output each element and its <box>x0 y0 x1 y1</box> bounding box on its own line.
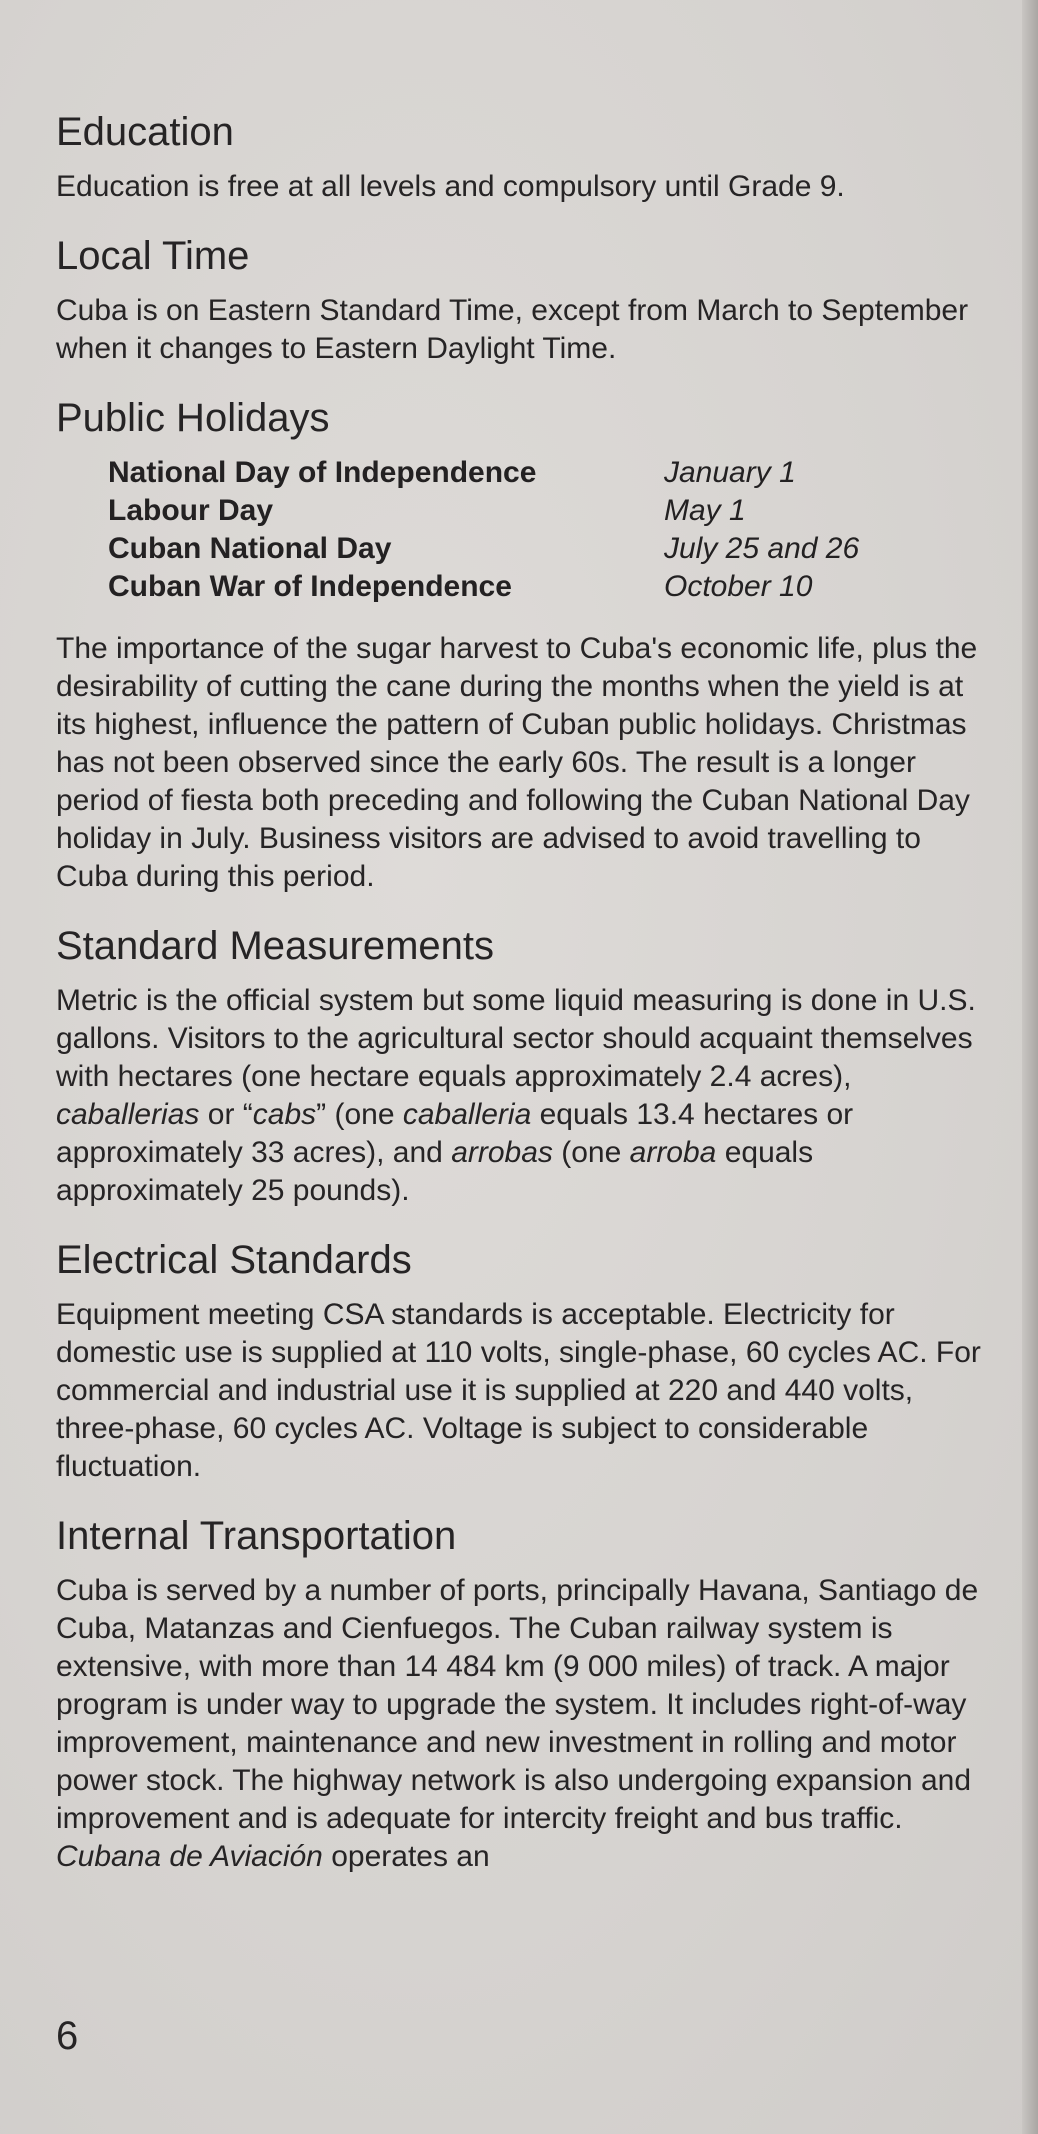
measurements-text-part: Metric is the official system but some liquid measuring is done in U.S. gallons. Visitors to the agricultural sector should acquaint themselves with hectares (one hectare equals approximately 2.4 acres), <box>56 984 976 1093</box>
measurements-italic-term: arroba <box>629 1136 717 1169</box>
measurements-italic-term: arrobas <box>451 1136 553 1169</box>
measurements-text-part: equals approximately 25 pounds). <box>56 1136 814 1207</box>
measurements-text-part: ” (one <box>316 1098 403 1131</box>
measurements-italic-term: cabs <box>252 1098 317 1131</box>
measurements-italic-term: caballerias <box>56 1098 200 1131</box>
heading-internal-transportation: Internal Transportation <box>56 1514 457 1558</box>
heading-public-holidays: Public Holidays <box>56 396 330 440</box>
page-number: 6 <box>56 2014 79 2058</box>
holiday-name: Labour Day <box>108 494 274 527</box>
holiday-date: July 25 and 26 <box>664 532 860 565</box>
holiday-name: Cuban War of Independence <box>108 570 512 603</box>
electrical-standards-text: Equipment meeting CSA standards is acceptable. Electricity for domestic use is supplied at 110 volts, single-phase, 60 cycles AC. For commercial and industrial use it is supplied at 220 and 440 volts, three-phase, 60 cycles AC. Voltage is subject to considerable fluctuation. <box>56 1298 981 1483</box>
transportation-text-part: operates an <box>322 1840 490 1873</box>
holiday-name: National Day of Independence <box>108 456 537 489</box>
heading-education: Education <box>56 110 234 154</box>
page-edge <box>1022 0 1038 2134</box>
holiday-row <box>108 492 986 530</box>
holiday-date: October 10 <box>664 570 813 603</box>
holiday-row <box>108 454 986 492</box>
standard-measurements-text <box>56 982 986 1210</box>
public-holidays-text: The importance of the sugar harvest to Cuba's economic life, plus the desirability of cutting the cane during the months when the yield is at its highest, influence the pattern of Cuban public holidays. Christmas has not been observed since the early 60s. The result is a longer period of fiesta both preceding and following the Cuban National Day holiday in July. Business visitors are advised to avoid travelling to Cuba during this period. <box>56 632 978 893</box>
measurements-text-part: equals 13.4 hectares or approximately 33 acres), and <box>56 1098 854 1169</box>
holiday-date: January 1 <box>664 456 796 489</box>
transportation-text-part: Cuba is served by a number of ports, principally Havana, Santiago de Cuba, Matanzas and Cienfuegos. The Cuban railway system is extensive, with more than 14 484 km (9 000 miles) of track. A major program is under way to upgrade the system. It includes right-of-way improvement, maintenance and new investment in rolling and motor power stock. The highway network is also undergoing expansion and improvement and is adequate for intercity freight and bus traffic. <box>56 1574 979 1835</box>
transportation-italic-term: Cubana de Aviación <box>56 1840 323 1873</box>
holiday-list <box>108 454 986 606</box>
education-text: Education is free at all levels and compulsory until Grade 9. <box>56 170 845 203</box>
local-time-text: Cuba is on Eastern Standard Time, except from March to September when it changes to Eastern Daylight Time. <box>56 294 969 365</box>
holiday-name: Cuban National Day <box>108 532 392 565</box>
measurements-italic-term: caballeria <box>402 1098 532 1131</box>
heading-electrical-standards: Electrical Standards <box>56 1238 412 1282</box>
measurements-text-part: or “ <box>199 1098 253 1131</box>
heading-standard-measurements: Standard Measurements <box>56 924 495 968</box>
measurements-text-part: (one <box>552 1136 630 1169</box>
page-content <box>56 108 986 1902</box>
holiday-date: May 1 <box>664 494 746 527</box>
heading-local-time: Local Time <box>56 234 250 278</box>
internal-transportation-text <box>56 1572 986 1876</box>
holiday-row <box>108 568 986 606</box>
holiday-row <box>108 530 986 568</box>
